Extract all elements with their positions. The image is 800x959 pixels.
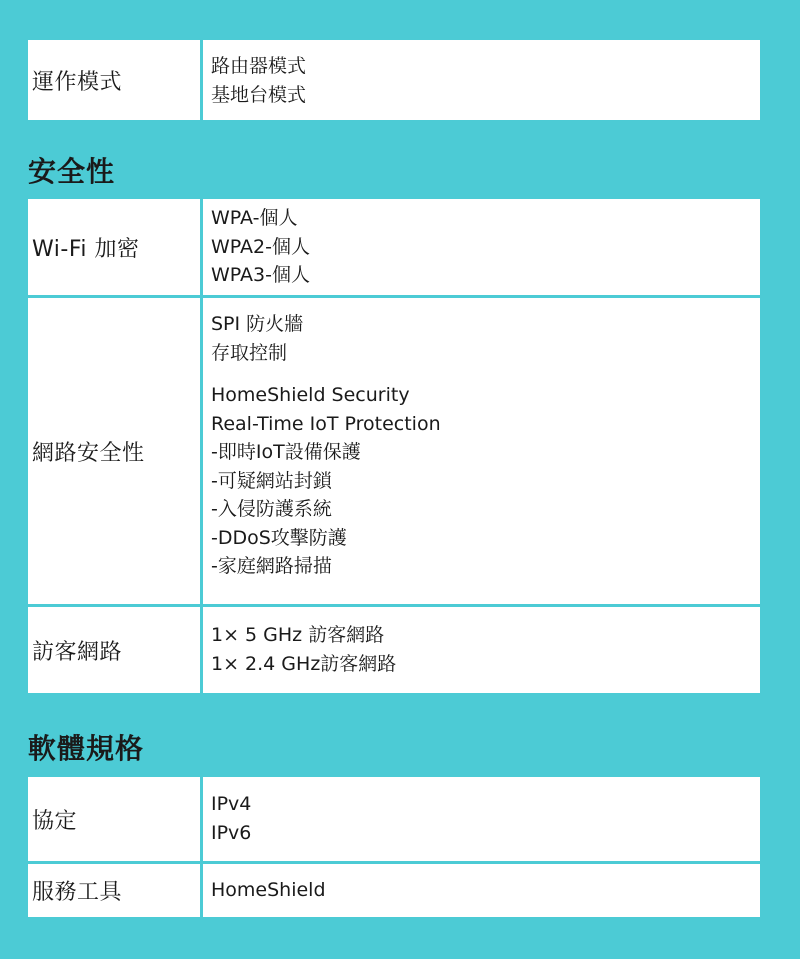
guest-value-5g: 1× 5 GHz 訪客網路	[211, 624, 385, 646]
mode-table	[28, 40, 760, 120]
mode-label: 運作模式	[28, 40, 200, 120]
wifi-encryption-values	[203, 199, 760, 295]
network-value-access: 存取控制	[211, 341, 288, 364]
network-value-malicious: -可疑網站封鎖	[211, 469, 332, 492]
protocol-values	[203, 777, 760, 861]
mode-row	[28, 40, 760, 120]
network-value-ips: -入侵防護系統	[211, 498, 332, 520]
network-value-iot-device: -即時IoT設備保護	[211, 441, 361, 463]
wifi-encryption-row	[28, 199, 760, 295]
guest-network-label: 訪客網路	[28, 607, 200, 693]
mode-value-router: 路由器模式	[211, 55, 307, 77]
protocol-label: 協定	[28, 777, 200, 861]
protocol-value-ipv4: IPv4	[211, 793, 252, 815]
protocol-value-ipv6: IPv6	[211, 821, 252, 844]
protocol-row	[28, 777, 760, 861]
network-gap	[211, 367, 760, 381]
wifi-value-wpa2: WPA2-個人	[211, 235, 310, 258]
service-value-homeshield: HomeShield	[211, 879, 326, 902]
service-row	[28, 864, 760, 917]
security-table	[28, 199, 760, 693]
software-section-title: 軟體規格	[28, 732, 145, 765]
guest-value-24g: 1× 2.4 GHz訪客網路	[211, 652, 397, 675]
mode-value-ap: 基地台模式	[211, 83, 307, 106]
software-table	[28, 777, 760, 917]
network-value-ddos: -DDoS攻擊防護	[211, 526, 347, 549]
network-security-values	[203, 298, 760, 604]
security-section-title: 安全性	[28, 155, 116, 188]
network-value-homeshield: HomeShield Security	[211, 384, 410, 406]
service-values	[203, 864, 760, 917]
wifi-value-wpa3: WPA3-個人	[211, 264, 310, 286]
guest-network-values	[203, 607, 760, 693]
network-value-spi: SPI 防火牆	[211, 313, 304, 335]
network-value-scan: -家庭網路掃描	[211, 555, 332, 577]
wifi-encryption-label: Wi-Fi 加密	[28, 199, 200, 295]
network-value-iot: Real-Time IoT Protection	[211, 412, 441, 435]
wifi-value-wpa: WPA-個人	[211, 207, 298, 229]
network-security-row	[28, 298, 760, 604]
service-label: 服務工具	[28, 864, 200, 917]
mode-values	[203, 40, 760, 120]
network-security-label: 網路安全性	[28, 298, 200, 604]
guest-network-row	[28, 607, 760, 693]
